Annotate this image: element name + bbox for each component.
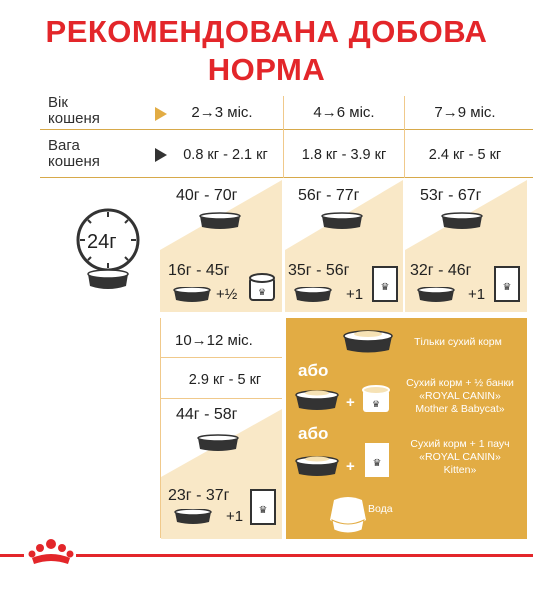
col4-age: 10→12 міс. [175, 332, 253, 349]
pouch-icon [362, 440, 392, 480]
col1-mix-amount: 16г - 45г [168, 262, 230, 279]
bowl-icon [320, 212, 364, 230]
col1-age: 2→3 міс. [191, 104, 253, 121]
col2-mix-amount: 35г - 56г [288, 262, 350, 279]
svg-text:♛: ♛ [258, 505, 268, 516]
water-bowl-icon [326, 494, 370, 536]
can-icon [247, 268, 277, 304]
col2-dry-amount: 56г - 77г [298, 187, 360, 204]
bowl-icon [342, 328, 394, 354]
col3-age: 7→9 міс. [434, 104, 496, 121]
col4-dry-amount: 44г - 58г [176, 406, 238, 423]
divider-age [40, 129, 533, 130]
svg-text:♛: ♛ [502, 282, 512, 293]
col4-mix-extra: +1 [226, 508, 244, 525]
legend-or-1: або [298, 361, 329, 380]
brand-bar-left [0, 554, 24, 557]
arrow-dark-icon [155, 148, 167, 162]
svg-text:♛: ♛ [380, 282, 390, 293]
svg-text:♛: ♛ [371, 399, 381, 409]
bowl-icon [196, 434, 240, 452]
col1-weight: 0.8 кг - 2.1 кг [183, 147, 268, 163]
can-icon [360, 380, 392, 416]
divider-weight [40, 177, 533, 178]
col1-mix-extra: +½ [216, 286, 238, 303]
col3-dry-amount: 53г - 67г [420, 187, 482, 204]
bowl-icon [294, 388, 340, 412]
age-label: Вік кошеня [48, 94, 100, 127]
col3-mix-extra: +1 [468, 286, 486, 303]
legend-dry-can: Сухий корм + ½ банки «ROYAL CANIN» Mother & Babycat» [406, 377, 514, 415]
col4-weight: 2.9 кг - 5 кг [188, 372, 262, 388]
col3-mix-amount: 32г - 46г [410, 262, 472, 279]
legend-dry-only: Тільки сухий корм [414, 336, 502, 348]
clock-label: 24г [87, 231, 117, 253]
bowl-icon [440, 212, 484, 230]
col2-age: 4→6 міс. [313, 104, 375, 121]
bowl-icon [173, 509, 213, 525]
legend-plus: + [346, 458, 355, 475]
weight-label: Вага кошеня [48, 137, 100, 170]
page-title-line2: НОРМА [207, 52, 326, 87]
svg-text:♛: ♛ [257, 287, 267, 297]
pouch-icon [248, 487, 278, 527]
col3-weight: 2.4 кг - 5 кг [428, 147, 502, 163]
brand-bar-right [76, 554, 533, 557]
col2-weight: 1.8 кг - 3.9 кг [301, 147, 387, 163]
legend-dry-pouch: Сухий корм + 1 пауч «ROYAL CANIN» Kitten» [410, 438, 510, 476]
col4-divider [160, 357, 282, 358]
legend-plus: + [346, 394, 355, 411]
bowl-icon [294, 454, 340, 478]
svg-text:♛: ♛ [372, 458, 382, 469]
bowl-icon [172, 287, 212, 303]
legend-or-2: або [298, 424, 329, 443]
legend-water: Вода [368, 503, 393, 515]
col1-dry-amount: 40г - 70г [176, 187, 238, 204]
col2-mix-extra: +1 [346, 286, 364, 303]
col4-mix-amount: 23г - 37г [168, 487, 230, 504]
pouch-icon [492, 264, 522, 304]
bowl-icon [198, 212, 242, 230]
royal-crown-icon [28, 538, 74, 566]
page-title-line1: РЕКОМЕНДОВАНА ДОБОВА [45, 14, 488, 49]
bowl-icon [293, 287, 333, 303]
bowl-icon [416, 287, 456, 303]
pouch-icon [370, 264, 400, 304]
